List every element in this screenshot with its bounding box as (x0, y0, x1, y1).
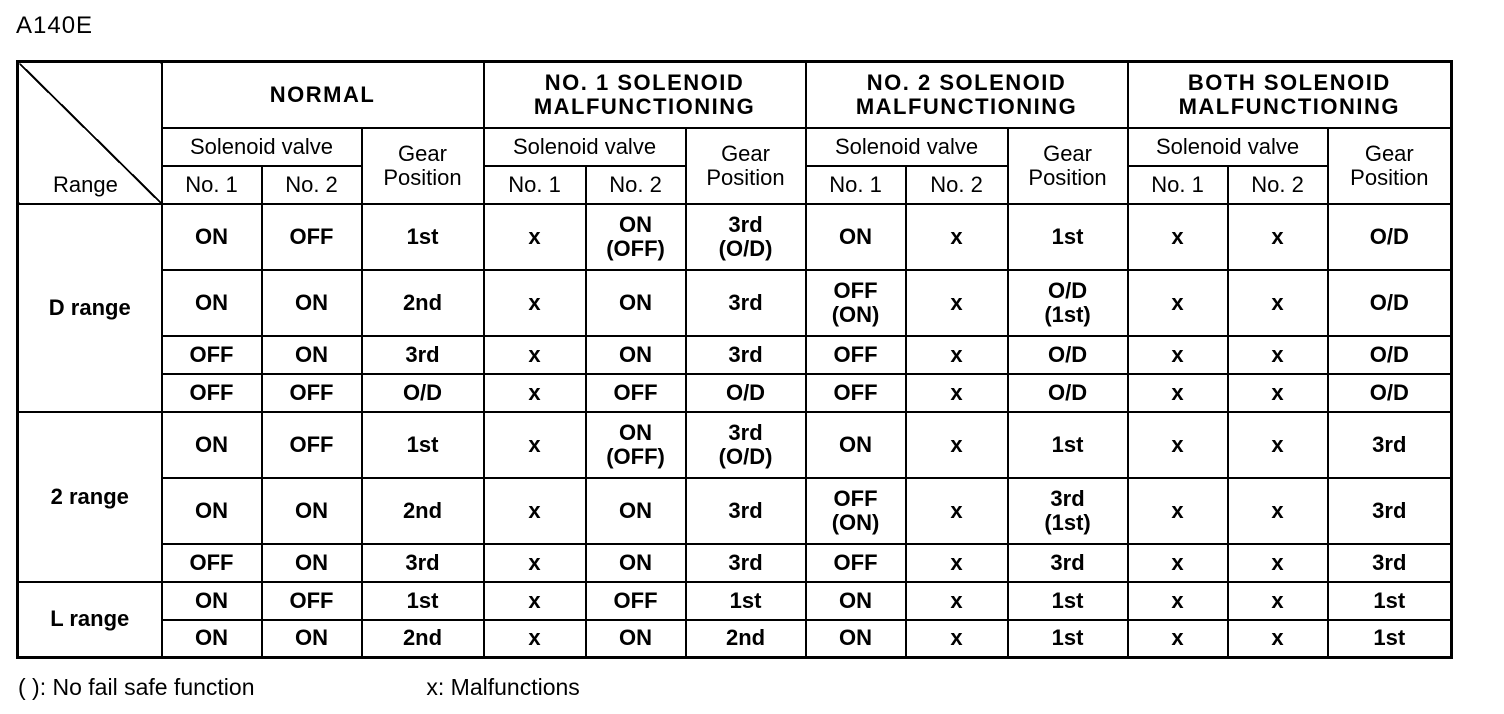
table-cell: O/D (1328, 204, 1452, 270)
table-cell: x (1128, 204, 1228, 270)
no2-header: No. 2 (906, 166, 1008, 204)
table-cell: x (906, 544, 1008, 582)
table-cell: 1st (362, 582, 484, 620)
table-cell: x (484, 374, 586, 412)
table-cell: ON (806, 582, 906, 620)
table-cell: x (484, 582, 586, 620)
group-header-no1-malfunction: NO. 1 SOLENOID MALFUNCTIONING (484, 62, 806, 128)
table-cell: x (484, 620, 586, 658)
table-cell: OFF (ON) (806, 270, 906, 336)
solenoid-valve-header: Solenoid valve (1128, 128, 1328, 166)
table-cell: ON (806, 204, 906, 270)
table-cell: 3rd (1328, 478, 1452, 544)
table-cell: OFF (162, 544, 262, 582)
table-cell: ON (586, 270, 686, 336)
solenoid-valve-header: Solenoid valve (484, 128, 686, 166)
table-cell: 3rd (1328, 412, 1452, 478)
table-cell: ON (162, 478, 262, 544)
solenoid-malfunction-table (16, 60, 1453, 659)
table-cell: 3rd (1008, 544, 1128, 582)
table-cell: x (1228, 336, 1328, 374)
table-cell: 2nd (686, 620, 806, 658)
table-cell: OFF (162, 374, 262, 412)
table-cell: ON (262, 620, 362, 658)
legend-no-fail-safe: ( ): No fail safe function (18, 674, 255, 700)
table-cell: O/D (1328, 270, 1452, 336)
table-cell: OFF (586, 374, 686, 412)
table-cell: 3rd (686, 478, 806, 544)
table-cell: x (906, 204, 1008, 270)
table-cell: OFF (262, 412, 362, 478)
model-title: A140E (16, 12, 94, 39)
table-cell: 1st (362, 412, 484, 478)
range-label: L range (18, 582, 162, 658)
table-cell: ON (162, 582, 262, 620)
table-cell: x (484, 204, 586, 270)
table-cell: 3rd (O/D) (686, 204, 806, 270)
table-cell: O/D (1328, 336, 1452, 374)
table-cell: ON (262, 270, 362, 336)
table-cell: O/D (686, 374, 806, 412)
table-cell: ON (806, 620, 906, 658)
gear-position-header: Gear Position (1328, 128, 1452, 204)
range-header-cell (18, 62, 162, 204)
table-cell: ON (586, 544, 686, 582)
table-cell: ON (OFF) (586, 204, 686, 270)
table-cell: O/D (1008, 336, 1128, 374)
table-cell: 1st (1008, 582, 1128, 620)
table-cell: O/D (1328, 374, 1452, 412)
table-cell: x (1228, 582, 1328, 620)
table-cell: 3rd (362, 544, 484, 582)
table-cell: x (484, 544, 586, 582)
table-cell: ON (162, 620, 262, 658)
table-cell: OFF (162, 336, 262, 374)
table-cell: x (1228, 412, 1328, 478)
table-row (18, 374, 1452, 412)
table-row (18, 204, 1452, 270)
table-cell: x (484, 270, 586, 336)
table-cell: 3rd (686, 544, 806, 582)
table-cell: 3rd (362, 336, 484, 374)
table-cell: x (906, 478, 1008, 544)
table-cell: x (906, 412, 1008, 478)
table-row (18, 336, 1452, 374)
table-cell: x (1228, 374, 1328, 412)
table-cell: x (484, 478, 586, 544)
no1-header: No. 1 (484, 166, 586, 204)
table-cell: x (1128, 478, 1228, 544)
table-cell: x (906, 582, 1008, 620)
no2-header: No. 2 (262, 166, 362, 204)
table-cell: OFF (806, 336, 906, 374)
table-cell: O/D (1008, 374, 1128, 412)
table-cell: ON (162, 270, 262, 336)
table-cell: ON (162, 412, 262, 478)
range-label: 2 range (18, 412, 162, 582)
table-cell: 1st (1008, 412, 1128, 478)
table-cell: ON (586, 336, 686, 374)
table-cell: OFF (262, 374, 362, 412)
table-cell: OFF (ON) (806, 478, 906, 544)
group-header-normal: NORMAL (162, 62, 484, 128)
table-row (18, 478, 1452, 544)
group-header-both-malfunction: BOTH SOLENOID MALFUNCTIONING (1128, 62, 1452, 128)
solenoid-valve-header: Solenoid valve (162, 128, 362, 166)
table-cell: x (1228, 270, 1328, 336)
table-cell: O/D (1st) (1008, 270, 1128, 336)
table-cell: OFF (262, 204, 362, 270)
range-label: D range (18, 204, 162, 412)
table-cell: 3rd (1st) (1008, 478, 1128, 544)
table-cell: x (1228, 544, 1328, 582)
legend (18, 674, 580, 701)
no2-header: No. 2 (1228, 166, 1328, 204)
table-cell: ON (262, 544, 362, 582)
table-cell: x (1128, 582, 1228, 620)
table-cell: x (1228, 204, 1328, 270)
table-cell: x (1228, 620, 1328, 658)
table-cell: ON (586, 478, 686, 544)
no1-header: No. 1 (162, 166, 262, 204)
gear-position-header: Gear Position (1008, 128, 1128, 204)
table-cell: 1st (1328, 582, 1452, 620)
table-row (18, 582, 1452, 620)
legend-malfunctions: x: Malfunctions (426, 674, 580, 700)
table-cell: x (484, 336, 586, 374)
table-cell: ON (162, 204, 262, 270)
table-cell: x (1128, 412, 1228, 478)
table-cell: 3rd (686, 270, 806, 336)
table-cell: ON (586, 620, 686, 658)
table-row (18, 270, 1452, 336)
table-cell: x (906, 620, 1008, 658)
table-cell: 2nd (362, 270, 484, 336)
table-cell: x (1128, 336, 1228, 374)
table-cell: OFF (806, 374, 906, 412)
table-row (18, 544, 1452, 582)
solenoid-valve-header: Solenoid valve (806, 128, 1008, 166)
table-cell: ON (262, 336, 362, 374)
table-cell: O/D (362, 374, 484, 412)
table-row (18, 412, 1452, 478)
table-cell: 2nd (362, 620, 484, 658)
table-cell: 3rd (O/D) (686, 412, 806, 478)
table-cell: x (1228, 478, 1328, 544)
table-cell: x (484, 412, 586, 478)
table-body (18, 204, 1452, 658)
table-cell: 1st (686, 582, 806, 620)
table-cell: x (1128, 270, 1228, 336)
table-cell: ON (806, 412, 906, 478)
no1-header: No. 1 (1128, 166, 1228, 204)
table-cell: OFF (806, 544, 906, 582)
table-cell: 3rd (1328, 544, 1452, 582)
group-header-no2-malfunction: NO. 2 SOLENOID MALFUNCTIONING (806, 62, 1128, 128)
table-cell: ON (OFF) (586, 412, 686, 478)
gear-position-header: Gear Position (362, 128, 484, 204)
table-cell: x (1128, 544, 1228, 582)
table-cell: x (906, 336, 1008, 374)
range-header-label: Range (53, 171, 118, 197)
table-cell: 1st (1008, 620, 1128, 658)
table-cell: x (1128, 374, 1228, 412)
table-cell: OFF (262, 582, 362, 620)
table-cell: ON (262, 478, 362, 544)
table-cell: 1st (1008, 204, 1128, 270)
table-cell: x (1128, 620, 1228, 658)
table-row (18, 620, 1452, 658)
table-cell: 3rd (686, 336, 806, 374)
no2-header: No. 2 (586, 166, 686, 204)
no1-header: No. 1 (806, 166, 906, 204)
table-cell: 1st (362, 204, 484, 270)
table-cell: 2nd (362, 478, 484, 544)
table-cell: x (906, 270, 1008, 336)
table-cell: x (906, 374, 1008, 412)
table-cell: OFF (586, 582, 686, 620)
table-cell: 1st (1328, 620, 1452, 658)
gear-position-header: Gear Position (686, 128, 806, 204)
